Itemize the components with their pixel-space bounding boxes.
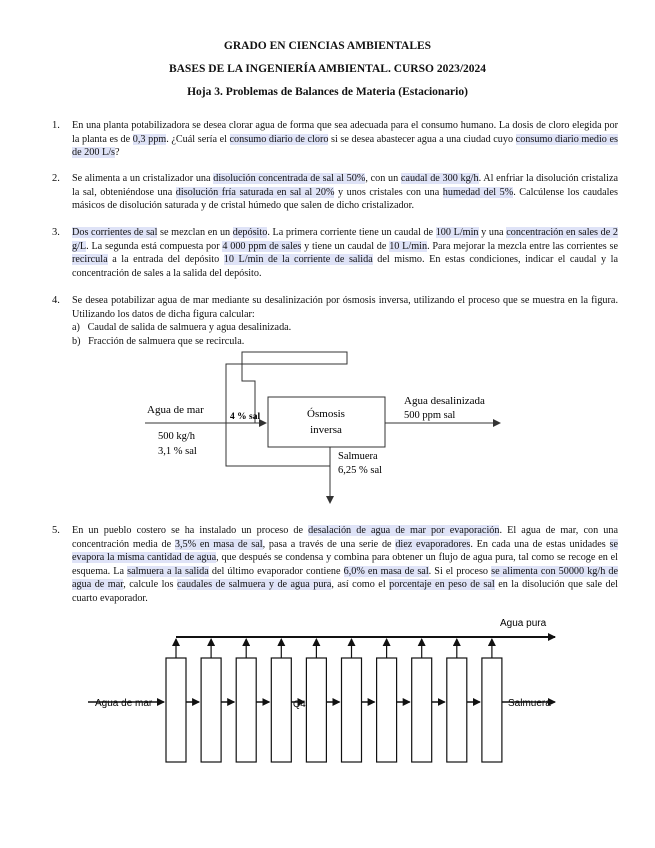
text-run: se mezclan en un (157, 227, 233, 238)
problem-1-number: 1. (52, 120, 60, 131)
evaporator-unit (377, 658, 397, 762)
problem-5-number: 5. (52, 525, 60, 536)
header-line-1: GRADO EN CIENCIAS AMBIENTALES (223, 40, 432, 52)
highlight: caudales de salmuera y de agua pura (176, 579, 332, 590)
pure-water-label: Agua pura (500, 618, 547, 629)
highlight: se alimenta con 50000 kg/h de agua de mar (72, 565, 619, 590)
text-run: . La segunda está compuesta por (86, 240, 223, 252)
item-label: a) (72, 322, 80, 333)
text-run: , así como el (331, 579, 390, 590)
text-run: En una planta potabilizadora se desea clorar agua de forma que sea adecuada para el consumo humano. La dosis de cloro elegida por la planta es de (72, 120, 618, 145)
product-salt: 500 ppm sal (404, 410, 456, 421)
evaporator-units (88, 639, 555, 762)
highlight: 100 L/min (435, 227, 479, 238)
evaporator-unit (166, 658, 186, 762)
highlight: 0,3 ppm (132, 133, 167, 145)
text-run: . La primera corriente tiene un caudal de (267, 227, 436, 238)
highlight: 10 L/min (389, 240, 428, 252)
text-run: , que después se condensa y combina para obtener un flujo de agua pura, tal como se recoge en el esquema. La (72, 552, 618, 577)
header-line-3: Hoja 3. Problemas de Balances de Materia (Estacionario) (187, 86, 468, 98)
highlight: 3,5% en masa de sal (174, 538, 263, 550)
evap-brine-label: Salmuera (508, 698, 551, 709)
evaporator-unit (342, 658, 362, 762)
evaporator-unit (412, 658, 432, 762)
brine-salt: 6,25 % sal (338, 465, 383, 476)
highlight: Dos corrientes de sal (72, 227, 158, 238)
highlight: disolución concentrada de sal al 50% (213, 173, 366, 184)
text-run: . Al enfriar la disolución cristaliza la sal, obteniéndose una (72, 173, 618, 198)
highlight: desalación de agua de mar por evaporación (308, 525, 500, 536)
highlight: diez evaporadores (395, 538, 471, 550)
mix-label: 4 % sal (230, 412, 261, 422)
unit-label-2: inversa (310, 424, 342, 436)
feed-label: Agua de mar (147, 404, 204, 416)
product-label: Agua desalinizada (404, 395, 485, 407)
evaporator-unit (306, 658, 326, 762)
item-label: b) (72, 336, 81, 347)
text-run: . El agua de mar, con una concentración media de (72, 525, 618, 550)
text-run: y una (478, 227, 507, 238)
text-run: , con un (365, 173, 401, 184)
highlight: caudal de 300 kg/h (400, 173, 479, 184)
problem-2-number: 2. (52, 173, 60, 184)
text-run: y tiene un caudal de (301, 240, 390, 252)
problem-4-number: 4. (52, 295, 60, 306)
header-line-2: BASES DE LA INGENIERÍA AMBIENTAL. CURSO 2023/2024 (168, 63, 487, 75)
text-run: . Para mejorar la mezcla entre las corrientes se (427, 240, 618, 252)
highlight: humedad del 5% (442, 186, 514, 198)
text-run: . Si el proceso (428, 565, 492, 577)
evaporator-unit (482, 658, 502, 762)
highlight: 6,0% en masa de sal (343, 565, 429, 577)
highlight: depósito (232, 227, 268, 238)
text-run: y unos cristales con una (334, 186, 443, 198)
evaporator-unit (201, 658, 221, 762)
feed-salt: 3,1 % sal (158, 446, 197, 457)
problem-3-number: 3. (52, 227, 60, 238)
highlight: recircula (72, 254, 108, 265)
evaporator-unit (271, 658, 291, 762)
text-run: a la entrada del depósito (107, 254, 224, 265)
highlight: disolución fría saturada en sal al 20% (175, 186, 335, 198)
text-run: , pasa a través de una serie de (262, 538, 396, 550)
text-run: Se alimenta a un cristalizador una (72, 173, 214, 184)
highlight: concentración en sales de 2 g/L (72, 227, 618, 252)
highlight: salmuera a la salida (127, 565, 209, 577)
evaporator-unit (447, 658, 467, 762)
evap-feed-label: Agua de mar (95, 698, 153, 709)
highlight: 10 L/min de la corriente de salida (223, 254, 373, 265)
text-run: . Calcúlense los caudales másicos de disolución saturada y de cristal húmedo que salen de dicho cristalizador. (72, 186, 618, 211)
stage-label: Q4 (293, 699, 306, 710)
brine-label: Salmuera (338, 451, 378, 462)
text-run: del mismo. En estas condiciones, indicar el caudal y la concentración de sales a la salida del depósito. (72, 254, 618, 279)
highlight: porcentaje en peso de sal (389, 579, 495, 590)
problem-4-text: Se desea potabilizar agua de mar mediante su desalinización por ósmosis inversa, utilizando el proceso que se muestra en la figura. Utilizando los datos de dicha figura calcular: (72, 295, 618, 320)
text-run: . En cada una de estas unidades (470, 538, 610, 550)
highlight: consumo diario medio es de 200 L/s (72, 133, 618, 158)
highlight: 4 000 ppm de sales (222, 240, 302, 252)
feed-flow: 500 kg/h (158, 431, 196, 442)
unit-label-1: Ósmosis (307, 408, 345, 420)
item-text: Caudal de salida de salmuera y agua desalinizada. (87, 322, 292, 333)
highlight: se evapora la misma cantidad de agua (72, 538, 618, 563)
highlight: consumo diario de cloro (229, 133, 329, 145)
item-text: Fracción de salmuera que se recircula. (88, 336, 245, 347)
text-run: , calcule los (123, 579, 177, 590)
evaporator-unit (236, 658, 256, 762)
text-run: . ¿Cuál sería el (166, 133, 230, 145)
text-run: ? (115, 147, 120, 158)
text-run: si se desea abastecer agua a una ciudad cuyo (328, 133, 516, 145)
text-run: en la disolución que sale del cuarto evaporador. (72, 579, 619, 604)
text-run: del último evaporador contiene (208, 565, 344, 577)
text-run: En un pueblo costero se ha instalado un proceso de (72, 525, 309, 536)
